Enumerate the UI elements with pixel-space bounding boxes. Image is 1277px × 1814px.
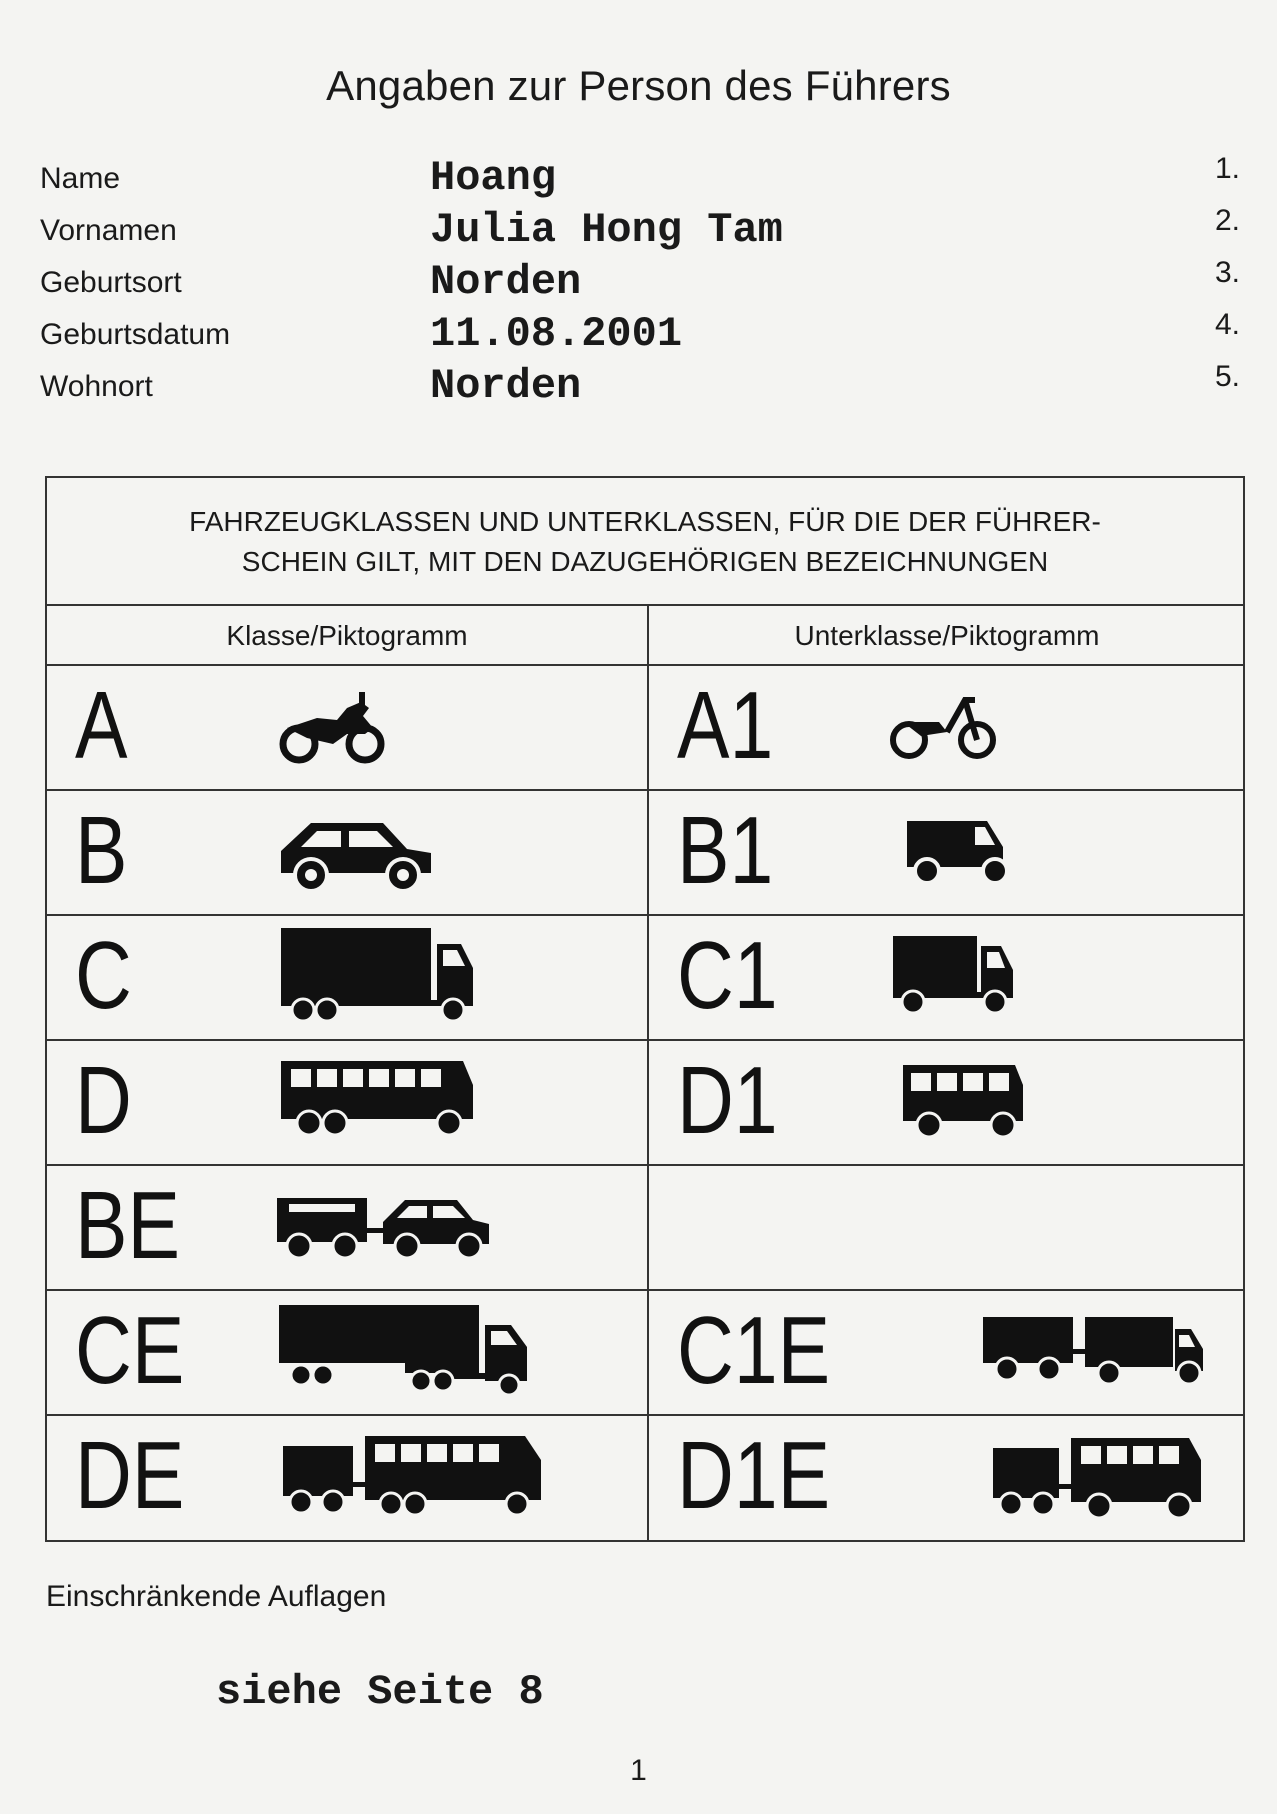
subclass-code: C1 xyxy=(677,922,778,1029)
table-row xyxy=(47,1041,1243,1166)
small-truck-with-trailer-icon xyxy=(979,1309,1209,1395)
class-code: CE xyxy=(75,1297,185,1404)
table-heading xyxy=(47,478,1243,606)
subclass-cell xyxy=(649,666,1245,789)
subclass-code: D1E xyxy=(677,1422,831,1529)
table-row xyxy=(47,1291,1243,1416)
small-truck-icon xyxy=(889,930,1019,1020)
field-number: 2. xyxy=(1214,204,1240,237)
class-code: C xyxy=(75,922,132,1029)
motorcycle-icon xyxy=(277,688,387,768)
subclass-cell xyxy=(649,1041,1245,1164)
subclass-cell xyxy=(649,1416,1245,1539)
class-code: DE xyxy=(75,1422,185,1529)
car-with-trailer-icon xyxy=(273,1188,493,1268)
bus-with-trailer-icon xyxy=(279,1430,549,1526)
field-value: 11.08.2001 xyxy=(430,310,683,358)
class-code: BE xyxy=(75,1172,181,1279)
field-number: 3. xyxy=(1214,256,1240,289)
table-row xyxy=(47,916,1243,1041)
field-label: Geburtsdatum xyxy=(40,318,231,351)
minibus-icon xyxy=(899,1059,1029,1145)
subclass-code: A1 xyxy=(677,672,774,779)
field-value: Norden xyxy=(430,362,582,410)
person-row-vornamen xyxy=(40,204,1270,256)
subclass-cell xyxy=(649,791,1245,914)
field-value: Julia Hong Tam xyxy=(430,206,783,254)
field-number: 1. xyxy=(1214,152,1240,185)
person-row-geburtsort xyxy=(40,256,1270,308)
field-value: Norden xyxy=(430,258,582,306)
class-cell xyxy=(47,1416,647,1539)
license-classes-table xyxy=(45,476,1245,1542)
table-heading-line-1: FAHRZEUGKLASSEN UND UNTERKLASSEN, FÜR DIE DER FÜHRER- xyxy=(189,506,1101,537)
table-body xyxy=(47,666,1243,1540)
page-number: 1 xyxy=(630,1754,647,1787)
person-row-wohnort xyxy=(40,360,1270,412)
class-code: A xyxy=(75,672,128,779)
table-heading-line-2: SCHEIN GILT, MIT DEN DAZUGEHÖRIGEN BEZEICHNUNGEN xyxy=(241,546,1049,577)
moped-icon xyxy=(889,688,999,768)
subclass-code: D1 xyxy=(677,1047,778,1154)
restrictions-value: siehe Seite 8 xyxy=(216,1668,544,1716)
field-label: Vornamen xyxy=(40,214,177,247)
field-value: Hoang xyxy=(430,154,557,202)
class-cell xyxy=(47,666,647,789)
class-code: D xyxy=(75,1047,132,1154)
field-label: Geburtsort xyxy=(40,266,182,299)
column-header-subclass: Unterklasse/Piktogramm xyxy=(649,606,1245,666)
subclass-cell-empty xyxy=(649,1166,1245,1289)
field-label: Wohnort xyxy=(40,370,153,403)
car-icon xyxy=(275,815,435,895)
bus-icon xyxy=(277,1055,477,1145)
class-cell xyxy=(47,1291,647,1414)
class-cell xyxy=(47,1041,647,1164)
field-label: Name xyxy=(40,162,121,195)
page-title: Angaben zur Person des Führers xyxy=(326,62,951,109)
subclass-code: B1 xyxy=(677,797,774,904)
subclass-code: C1E xyxy=(677,1297,831,1404)
semi-truck-icon xyxy=(275,1301,535,1397)
class-code: B xyxy=(75,797,128,904)
class-cell xyxy=(47,791,647,914)
table-row xyxy=(47,791,1243,916)
field-number: 4. xyxy=(1214,308,1240,341)
column-header-class: Klasse/Piktogramm xyxy=(47,606,647,666)
person-row-geburtsdatum xyxy=(40,308,1270,360)
subclass-cell xyxy=(649,1291,1245,1414)
class-cell xyxy=(47,1166,647,1289)
restrictions-label: Einschränkende Auflagen xyxy=(46,1580,387,1613)
class-cell xyxy=(47,916,647,1039)
three-wheeler-icon xyxy=(903,811,1013,891)
table-row xyxy=(47,1166,1243,1291)
person-row-name xyxy=(40,152,1270,204)
subclass-cell xyxy=(649,916,1245,1039)
minibus-with-trailer-icon xyxy=(989,1432,1209,1524)
table-row xyxy=(47,1416,1243,1541)
field-number: 5. xyxy=(1214,360,1240,393)
truck-icon xyxy=(277,924,477,1024)
table-row xyxy=(47,666,1243,791)
